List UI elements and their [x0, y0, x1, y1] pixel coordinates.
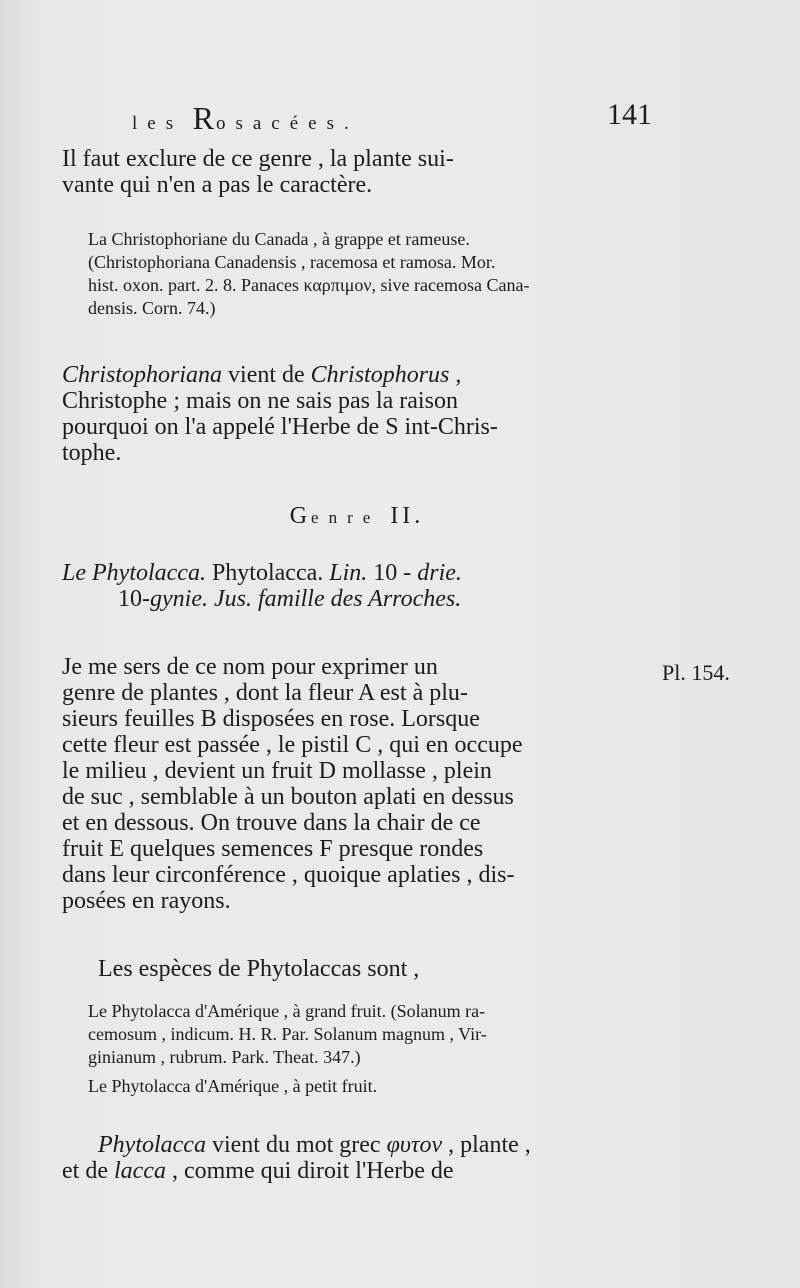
text-line: Christophe ; mais on ne sais pas la raison: [62, 388, 458, 414]
text-line: et en dessous. On trouve dans la chair de ce: [62, 810, 481, 836]
text-line: Le Phytolacca. Phytolacca. Lin. 10 - drie.: [62, 560, 462, 586]
paragraph-description: [62, 654, 652, 914]
text-line: tophe.: [62, 440, 122, 466]
text-line: Il faut exclure de ce genre , la plante sui-: [62, 146, 454, 172]
text-line: et de lacca , comme qui diroit l'Herbe de: [62, 1158, 454, 1184]
text-line: cette fleur est passée , le pistil C , qui en occupe: [62, 732, 523, 758]
text-line: dans leur circonférence , quoique aplaties , dis-: [62, 862, 515, 888]
species-line: ginianum , rubrum. Park. Theat. 347.): [88, 1047, 361, 1067]
text-line: fruit E quelques semences F presque rondes: [62, 836, 484, 862]
text-line: sieurs feuilles B disposées en rose. Lorsque: [62, 706, 480, 732]
text-line: posées en rayons.: [62, 888, 231, 914]
species-list: [88, 1000, 652, 1098]
running-header: [92, 98, 652, 138]
text-line: vante qui n'en a pas le caractère.: [62, 172, 373, 198]
text-line: Les espèces de Phytolaccas sont ,: [98, 956, 420, 982]
species-line: cemosum , indicum. H. R. Par. Solanum magnum , Vir-: [88, 1024, 487, 1044]
genre-heading: Genre II.: [289, 503, 425, 529]
note-line: densis. Corn. 74.): [88, 298, 216, 318]
running-title: les Rosacées.: [132, 100, 359, 136]
paragraph-etymology-christophoriana: [62, 362, 652, 466]
text-line: Christophoriana vient de Christophorus ,: [62, 362, 462, 388]
text-line: pourquoi on l'a appelé l'Herbe de S int-Chris-: [62, 414, 498, 440]
text-line: de suc , semblable à un bouton aplati en dessus: [62, 784, 514, 810]
species-line: Le Phytolacca d'Amérique , à grand fruit. (Solanum ra-: [88, 1001, 486, 1021]
text-line: 10-gynie. Jus. famille des Arroches.: [118, 586, 462, 612]
text-line: Je me sers de ce nom pour exprimer un: [62, 654, 438, 680]
note-line: (Christophoriana Canadensis , racemosa et ramosa. Mor.: [88, 252, 496, 272]
note-christophoriane: [88, 228, 652, 320]
genre-description: [62, 560, 652, 612]
text-line: genre de plantes , dont la fleur A est à plu-: [62, 680, 468, 706]
species-line: Le Phytolacca d'Amérique , à petit fruit.: [88, 1076, 378, 1096]
note-line: La Christophoriane du Canada , à grappe et rameuse.: [88, 229, 470, 249]
note-line: hist. oxon. part. 2. 8. Panaces καρπιμον, sive racemosa Cana-: [88, 275, 530, 295]
paragraph-species-intro: [98, 956, 652, 982]
plate-reference: Pl. 154.: [662, 660, 730, 685]
page-number: 141: [607, 98, 652, 131]
text-line: Phytolacca vient du mot grec φυτον , plante ,: [98, 1132, 531, 1158]
paragraph-exclusion: [62, 146, 652, 198]
text-line: le milieu , devient un fruit D mollasse , plein: [62, 758, 492, 784]
paragraph-etymology-phytolacca: [62, 1132, 652, 1184]
